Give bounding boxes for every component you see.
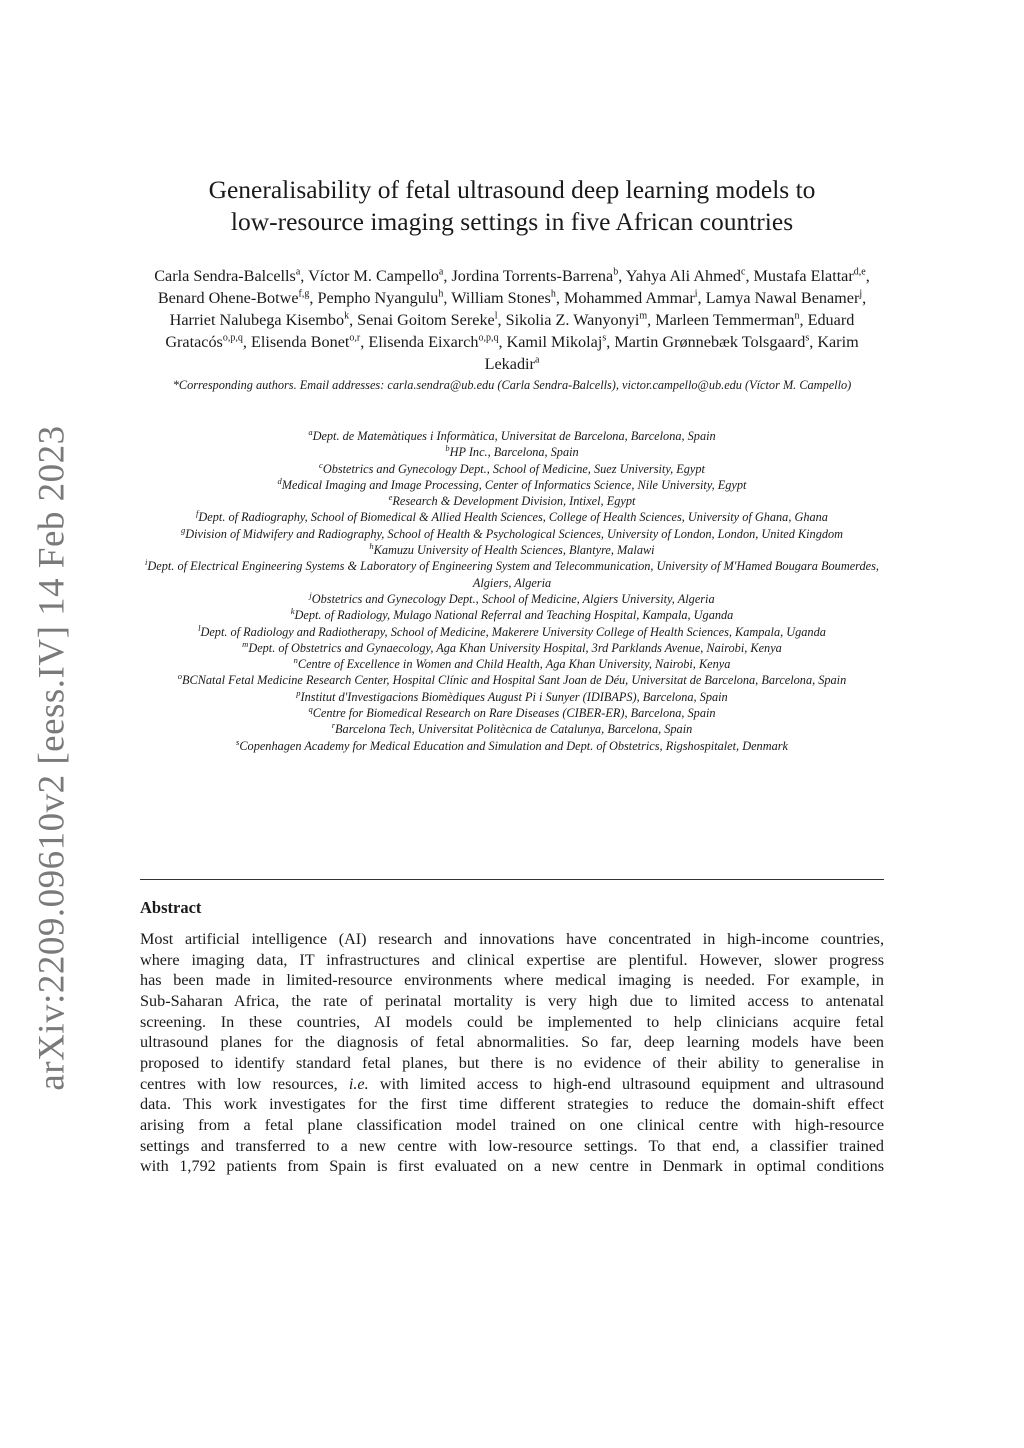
affiliation-item [140,591,884,607]
affiliation-marker: q [308,703,313,714]
affiliation-item [140,689,884,705]
affiliation-item [140,509,884,525]
affiliation-item [140,607,884,623]
affiliation-text: Dept. of Electrical Engineering Systems & Laboratory of Engineering System and Telecommunication, University of M'Hamed Bougara Boumerdes, Algiers, Algeria [147,559,879,590]
author-affiliation-marker: h [550,288,556,300]
affiliation-item [140,558,884,591]
affiliation-text: Division of Midwifery and Radiography, School of Health & Psychological Sciences, University of London, London, United Kingdom [185,526,844,541]
abstract-italic-text: i.e. [348,1074,369,1093]
author-name: Marleen Temmerman [655,311,795,329]
affiliation-item [140,721,884,737]
abstract-line: where imaging data, IT infrastructures and clinical expertise are plentiful. However, slower progress [140,950,884,969]
author-affiliation-marker: o,r [349,332,361,344]
abstract-line [140,1074,884,1095]
affiliation-text: BCNatal Fetal Medicine Research Center, Hospital Clínic and Hospital Sant Joan de Déu, Universitat de Barcelona, Barcelona, Spain [181,673,847,688]
abstract-line: has been made in limited-resource environments where medical imaging is needed. For example, in [140,971,884,990]
affiliation-marker: a [308,426,313,437]
abstract-line: proposed to identify standard fetal planes, but there is no evidence of their ability to generalise in [140,1053,884,1072]
affiliation-marker: b [445,443,450,454]
author-affiliation-marker: b [613,266,619,278]
affiliation-item [140,640,884,656]
affiliation-marker: f [196,508,199,519]
affiliation-marker: c [319,459,323,470]
affiliation-text: Medical Imaging and Image Processing, Center of Informatics Science, Nile University, Egypt [281,477,747,492]
affiliation-text: Obstetrics and Gynecology Dept., School of Medicine, Algiers University, Algeria [311,591,715,606]
affiliation-text: Centre of Excellence in Women and Child Health, Aga Khan University, Nairobi, Kenya [297,657,731,672]
author-name: Mustafa Elattar [753,267,854,285]
author-name: Jordina Torrents-Barrena [451,267,614,285]
abstract-body [140,929,884,1177]
affiliation-text: Dept. de Matemàtiques i Informàtica, Universitat de Barcelona, Barcelona, Spain [312,429,716,443]
author-affiliation-marker: k [344,310,350,322]
affiliation-item [140,624,884,640]
author-name: Elisenda Bonet [250,333,350,351]
author-name: Yahya Ali Ahmed [625,267,741,285]
author-affiliation-marker: s [805,332,810,344]
affiliation-text: Dept. of Radiography, School of Biomedical & Allied Health Sciences, College of Health Sciences, University of Ghana, Ghana [198,510,828,525]
affiliation-item [140,542,884,558]
affiliation-marker: g [180,524,186,535]
title-line-1: Generalisability of fetal ultrasound deep learning models to [208,175,816,204]
affiliation-marker: d [277,475,282,486]
affiliation-text: Institut d'Investigacions Biomèdiques August Pi i Sunyer (IDIBAPS), Barcelona, Spain [300,689,728,704]
affiliation-marker: o [177,671,182,682]
abstract-line: settings and transferred to a new centre with low-resource settings. To that end, a classifier trained [140,1136,884,1155]
affiliation-item [140,428,884,444]
corresponding-authors-note: *Corresponding authors. Email addresses: carla.sendra@ub.edu (Carla Sendra-Balcells), victor.campello@ub.edu (Víctor M. Campello) [172,378,852,392]
author-name: Benard Ohene-Botwe [157,289,299,307]
author-name: Mohammed Ammar [563,289,695,307]
author-name: Víctor M. Campello [308,267,439,285]
affiliation-marker: p [296,687,301,698]
paper-title [140,174,884,238]
affiliation-item [140,477,884,493]
author-affiliation-marker: n [794,310,800,322]
author-affiliation-marker: d,e [853,266,866,278]
author-name: Lamya Nawal Benamer [705,289,860,307]
affiliation-text: Kamuzu University of Health Sciences, Blantyre, Malawi [373,543,655,558]
author-list: Carla Sendra-Balcells$^a$, Víctor M. Campello$^a$, Jordina Torrents-Barrena$^b$, Yahya Ali Ahmed$^c$, Mustafa Elattar$^{d,e}$, Benard Ohene-Botwe$^{f,g}$, Pempho Nyangulu$^h$, William Stones$^h$, Mohammed Ammar$^i$, Lamya Nawal Benamer$^j$, Harriet Nalubega Kisembo$^k$, Senai Goitom Sereke$^l$, Sikolia Z. Wanyonyi$^m$, Marleen Temmerman$^n$, Eduard Gratacós$^{o,p,q}$, Elisenda Bonet$^{o,r}$, Elisenda Eixarch$^{o,p,q}$, Kamil Mikolaj$^s$, Martin Grønnebæk Tolsgaard$^s$, Karim Lekadir$^a$ [154,266,870,373]
affiliation-marker: l [198,622,201,633]
affiliation-marker: i [145,557,148,568]
affiliation-item [140,738,884,754]
author-affiliation-marker: l [494,310,498,322]
affiliation-text: Dept. of Obstetrics and Gynaecology, Aga Khan University Hospital, 3rd Parklands Avenue, Nairobi, Kenya [248,640,782,655]
abstract-line: data. This work investigates for the first time different strategies to reduce the domain-shift effect [140,1095,884,1114]
author-name: Pempho Nyangulu [317,289,439,307]
author-affiliation-marker: m [639,310,648,322]
author-affiliation-marker: o,p,q [478,332,499,344]
author-name: Eduard Gratacós [165,311,855,351]
arxiv-identifier: arXiv:2209.09610v2 [eess.IV] 14 Feb 2023 [31,425,73,1091]
abstract-text: centres with low resources, [140,1074,349,1093]
author-name: William Stones [451,289,551,307]
affiliation-item [140,526,884,542]
affiliation-list [140,428,884,754]
affiliation-item [140,444,884,460]
abstract-text: with limited access to high-end ultrasound equipment and ultrasound [368,1074,884,1093]
abstract-line: with 1,792 patients from Spain is first evaluated on a new centre in Denmark in optimal conditions [140,1157,884,1176]
author-name: Harriet Nalubega Kisembo [169,311,345,329]
affiliation-item [140,461,884,477]
author-affiliation-marker: f,g [298,288,310,300]
affiliation-marker: j [309,589,312,600]
author-name: Sikolia Z. Wanyonyi [505,311,640,329]
affiliation-item [140,705,884,721]
author-affiliation-marker: j [859,288,863,300]
author-name: Martin Grønnebæk Tolsgaard [614,333,806,351]
author-affiliation-marker: a [295,266,301,278]
affiliation-marker: h [369,540,374,551]
author-affiliation-marker: i [694,288,698,300]
affiliation-item [140,493,884,509]
abstract-line: ultrasound planes for the diagnosis of fetal abnormalities. So far, deep learning models have been [140,1033,884,1052]
affiliation-item [140,656,884,672]
author-affiliation-marker: c [740,266,746,278]
author-name: Kamil Mikolaj [506,333,603,351]
affiliation-text: Dept. of Radiology and Radiotherapy, School of Medicine, Makerere University College of Health Sciences, Kampala, Uganda [200,624,826,639]
author-affiliation-marker: s [602,332,607,344]
section-divider [140,879,884,880]
affiliation-text: Centre for Biomedical Research on Rare Diseases (CIBER-ER), Barcelona, Spain [312,706,716,721]
author-affiliation-marker: a [534,354,540,366]
author-affiliation-marker: h [438,288,444,300]
affiliation-text: Obstetrics and Gynecology Dept., School of Medicine, Suez University, Egypt [322,461,705,476]
arxiv-sidebar-stamp [20,425,84,1091]
affiliation-text: Dept. of Radiology, Mulago National Referral and Teaching Hospital, Kampala, Uganda [294,608,734,623]
author-name: Senai Goitom Sereke [357,311,495,329]
affiliation-marker: n [293,655,298,666]
affiliation-text: HP Inc., Barcelona, Spain [449,445,579,460]
abstract-line: Sub-Saharan Africa, the rate of perinatal mortality is very high due to limited access to antenatal [140,991,884,1010]
abstract-line: screening. In these countries, AI models could be implemented to help clinicians acquire fetal [140,1012,884,1031]
affiliation-text: Research & Development Division, Intixel, Egypt [392,494,636,509]
affiliation-text: Copenhagen Academy for Medical Education and Simulation and Dept. of Obstetrics, Rigshospitalet, Denmark [239,738,788,753]
affiliation-marker: k [290,606,295,617]
affiliation-marker: m [242,638,249,649]
author-name: Elisenda Eixarch [368,333,479,351]
author-name: Carla Sendra-Balcells [154,267,296,285]
title-line-2: low-resource imaging settings in five African countries [230,207,794,236]
author-affiliation-marker: a [438,266,444,278]
affiliation-text: Barcelona Tech, Universitat Politècnica de Catalunya, Barcelona, Spain [335,722,693,737]
abstract-heading: Abstract [140,898,202,917]
abstract-line: arising from a fetal plane classification model trained on one clinical centre with high-resource [140,1115,884,1134]
author-name: Karim Lekadir [484,333,859,373]
author-affiliation-marker: o,p,q [222,332,243,344]
affiliation-marker: r [331,720,336,731]
affiliation-item [140,672,884,688]
affiliation-marker: e [388,492,393,503]
abstract-line: Most artificial intelligence (AI) research and innovations have concentrated in high-income countries, [140,930,884,948]
affiliation-marker: s [236,736,240,747]
